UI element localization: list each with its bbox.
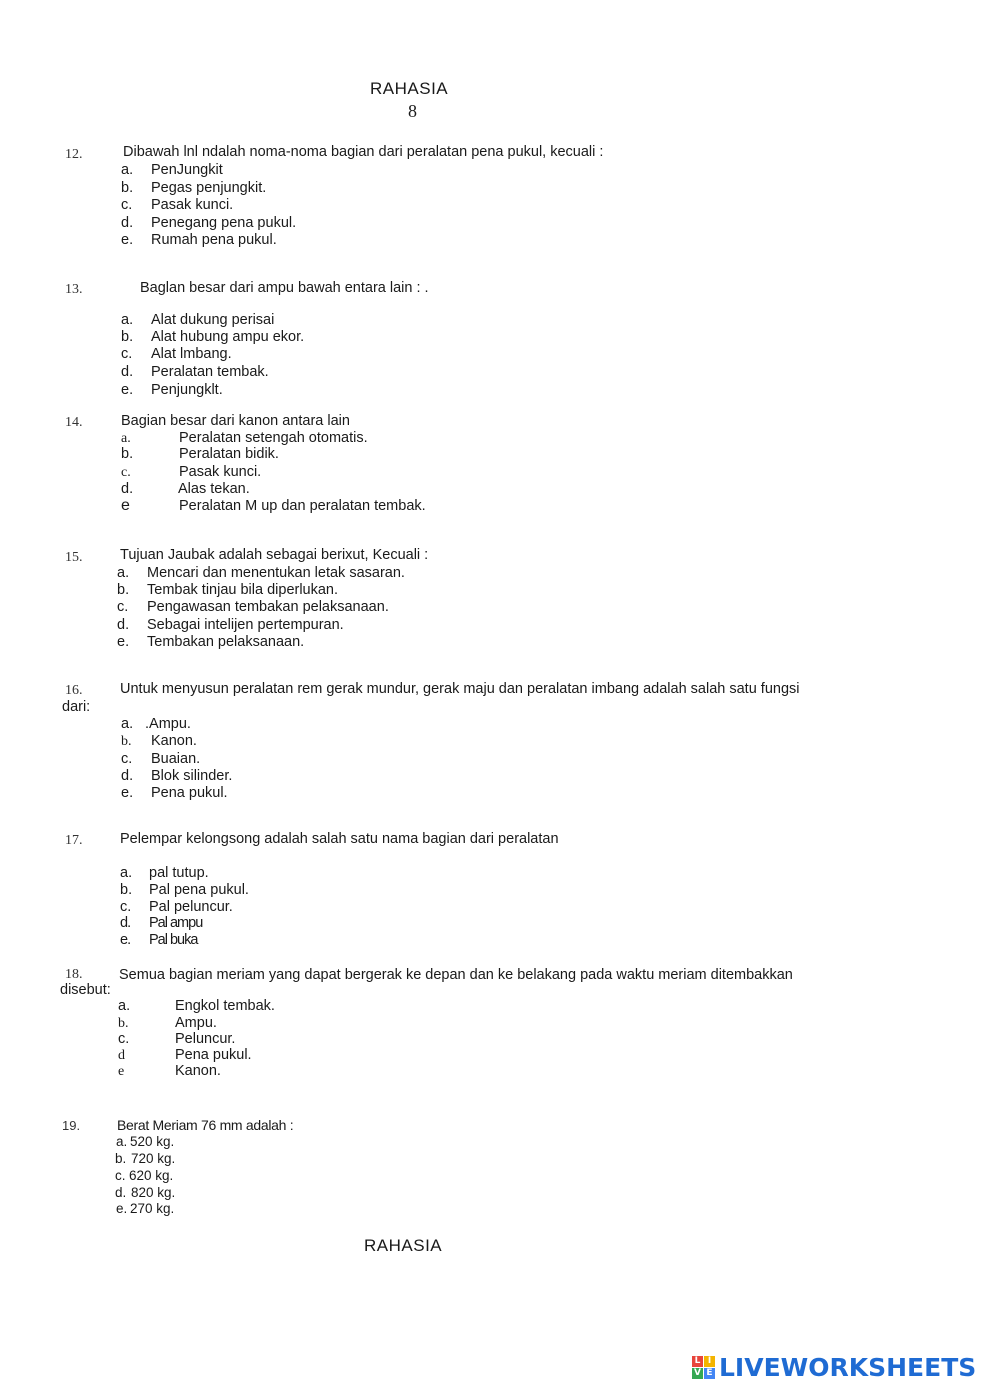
question-number: 14. [65, 415, 83, 430]
option-text: Tembakan pelaksanaan. [147, 634, 305, 650]
option-letter: a. [121, 312, 134, 328]
option-item[interactable] [118, 1015, 217, 1032]
option-letter: b. [121, 180, 134, 196]
question-text: Baglan besar dari ampu bawah entara lain : . [140, 280, 429, 296]
page-header-title: RAHASIA [370, 79, 449, 98]
logo-letter: I [704, 1356, 715, 1367]
option-letter: b. [117, 582, 130, 598]
option-item[interactable] [121, 716, 191, 732]
option-letter: b. [115, 1151, 127, 1166]
option-item[interactable] [121, 430, 368, 447]
option-letter: a. [117, 565, 130, 581]
option-text: Rumah pena pukul. [151, 232, 277, 248]
option-text: Pengawasan tembakan pelaksanaan. [147, 599, 389, 615]
option-text: Pal peluncur. [149, 899, 233, 915]
option-text: Pena pukul. [151, 785, 228, 801]
logo-icon [692, 1356, 715, 1379]
option-text: Pegas penjungkit. [151, 180, 267, 196]
option-text: PenJungkit [151, 162, 223, 178]
option-item[interactable] [121, 215, 296, 231]
option-item[interactable] [121, 180, 266, 196]
logo-letter: V [692, 1368, 703, 1379]
question-text: Pelempar kelongsong adalah salah satu nama bagian dari peralatan [120, 831, 559, 847]
option-letter: e. [116, 1201, 128, 1216]
option-letter: d. [115, 1185, 127, 1200]
option-letter: c. [115, 1168, 126, 1183]
question-text: Dibawah lnl ndalah noma-noma bagian dari peralatan pena pukul, kecuali : [123, 144, 604, 160]
option-letter: c. [121, 346, 133, 362]
question-text: Tujuan Jaubak adalah sebagai berixut, Kecuali : [120, 547, 429, 563]
logo-letter: E [704, 1368, 715, 1379]
question-number: 19. [62, 1118, 81, 1133]
option-text: Blok silinder. [151, 768, 233, 784]
question-number: 15. [65, 550, 83, 565]
question-number: 13. [65, 282, 83, 297]
option-text: Penjungklt. [151, 382, 223, 398]
option-letter: e. [121, 232, 134, 248]
option-letter: a. [120, 865, 133, 881]
option-letter: d. [121, 481, 134, 497]
option-letter: c. [121, 197, 133, 213]
option-item[interactable] [117, 634, 304, 650]
option-item[interactable] [120, 882, 249, 898]
option-text: .Ampu. [145, 716, 191, 732]
logo-letter: L [692, 1356, 703, 1367]
option-text: Peralatan setengah otomatis. [179, 430, 368, 446]
option-letter: c. [117, 599, 129, 615]
option-text: Peralatan tembak. [151, 364, 269, 380]
option-item[interactable] [117, 617, 344, 633]
option-item[interactable] [118, 1047, 252, 1064]
option-text: Kanon. [151, 733, 197, 749]
option-item[interactable] [115, 1151, 175, 1166]
option-letter: b. [121, 329, 134, 345]
option-letter: b. [118, 1016, 129, 1031]
option-text: Alat lmbang. [151, 346, 232, 362]
question-number: 12. [65, 147, 83, 162]
option-text: Peralatan bidik. [179, 446, 279, 462]
option-text: Penegang pena pukul. [151, 215, 297, 231]
option-item[interactable] [117, 599, 389, 615]
question-text: Semua bagian meriam yang dapat bergerak ke depan dan ke belakang pada waktu meriam ditembakkan [119, 967, 793, 983]
option-text: 720 kg. [131, 1151, 176, 1166]
option-letter: b. [120, 882, 133, 898]
option-item[interactable] [121, 232, 277, 248]
option-item[interactable] [120, 899, 233, 915]
option-text: Mencari dan menentukan letak sasaran. [147, 565, 405, 581]
option-letter: e [118, 1064, 125, 1079]
option-text: 820 kg. [131, 1185, 176, 1200]
option-text: 270 kg. [130, 1201, 175, 1216]
option-text: Engkol tembak. [175, 998, 275, 1014]
option-text: Pasak kunci. [179, 464, 262, 480]
option-letter: d. [117, 617, 130, 633]
option-letter: a. [116, 1134, 128, 1149]
option-text: 520 kg. [130, 1134, 175, 1149]
option-letter: e [121, 497, 130, 514]
option-item[interactable] [121, 733, 197, 750]
option-text: Pal buka [149, 932, 198, 948]
question-text-continued: dari: [62, 699, 91, 715]
option-letter: e. [121, 382, 134, 398]
option-item[interactable] [121, 346, 232, 362]
page-footer-title: RAHASIA [364, 1236, 443, 1255]
option-letter: c. [121, 751, 133, 767]
option-item[interactable] [117, 582, 338, 598]
option-item[interactable] [121, 329, 304, 345]
option-item[interactable] [121, 497, 426, 515]
option-letter: c. [118, 1031, 130, 1047]
option-item[interactable] [117, 565, 405, 581]
option-text: Peluncur. [175, 1031, 236, 1047]
option-text: Pena pukul. [175, 1047, 252, 1063]
option-item[interactable] [121, 464, 261, 481]
option-text: 620 kg. [129, 1168, 174, 1183]
option-letter: a. [121, 162, 134, 178]
option-text: Pasak kunci. [151, 197, 234, 213]
option-item[interactable] [121, 785, 228, 801]
option-item[interactable] [121, 768, 232, 784]
option-text: Alat dukung perisai [151, 312, 275, 328]
option-item[interactable] [118, 1063, 221, 1080]
option-item[interactable] [121, 197, 233, 213]
option-letter: b. [121, 734, 132, 749]
option-item[interactable] [120, 915, 202, 931]
option-letter: e. [120, 932, 131, 948]
option-letter: c. [120, 899, 132, 915]
option-item[interactable] [121, 162, 223, 178]
option-letter: d. [120, 915, 131, 931]
option-letter: d. [121, 364, 134, 380]
option-letter: e. [117, 634, 130, 650]
option-item[interactable] [121, 364, 269, 380]
option-letter: a. [121, 716, 134, 732]
option-item[interactable] [121, 312, 274, 328]
option-text: Sebagai intelijen pertempuran. [147, 617, 344, 633]
option-item[interactable] [118, 998, 275, 1014]
question-text-continued: disebut: [60, 982, 111, 998]
option-letter: a. [121, 431, 131, 446]
option-text: Buaian. [151, 751, 201, 767]
option-letter: a. [118, 998, 131, 1014]
option-text: Alat hubung ampu ekor. [151, 329, 305, 345]
question-number: 17. [65, 833, 83, 848]
option-text: Ampu. [175, 1015, 217, 1031]
option-text: Tembak tinjau bila diperlukan. [147, 582, 339, 598]
option-item[interactable] [120, 865, 209, 881]
option-text: Alas tekan. [178, 481, 250, 497]
option-item[interactable] [115, 1168, 173, 1183]
option-text: pal tutup. [149, 865, 209, 881]
option-text: Pal ampu [149, 915, 203, 931]
option-item[interactable] [121, 481, 250, 497]
brand-name: LIVEWORKSHEETS [719, 1352, 977, 1382]
question-number: 16. [65, 683, 83, 698]
question-text: Untuk menyusun peralatan rem gerak mundur, gerak maju dan peralatan imbang adalah salah satu fungsi [120, 681, 800, 697]
option-letter: c. [121, 465, 131, 480]
option-item[interactable] [120, 932, 197, 948]
option-item[interactable] [116, 1134, 174, 1149]
option-item[interactable] [115, 1185, 175, 1200]
option-letter: d. [121, 215, 134, 231]
option-item[interactable] [116, 1201, 174, 1216]
option-text: Peralatan M up dan peralatan tembak. [179, 498, 426, 514]
option-text: Pal pena pukul. [149, 882, 249, 898]
option-letter: e. [121, 785, 134, 801]
liveworksheets-logo [692, 1350, 976, 1384]
option-item[interactable] [121, 382, 223, 398]
option-letter: d [118, 1048, 125, 1063]
page-number: 8 [408, 101, 417, 121]
option-item[interactable] [121, 446, 279, 462]
question-text: Berat Meriam 76 mm adalah : [117, 1117, 294, 1133]
option-letter: d. [121, 768, 134, 784]
option-item[interactable] [121, 751, 200, 767]
option-text: Kanon. [175, 1063, 221, 1079]
option-item[interactable] [118, 1031, 235, 1047]
question-text: Bagian besar dari kanon antara lain [121, 413, 350, 429]
option-letter: b. [121, 446, 134, 462]
question-number: 18. [65, 967, 83, 982]
